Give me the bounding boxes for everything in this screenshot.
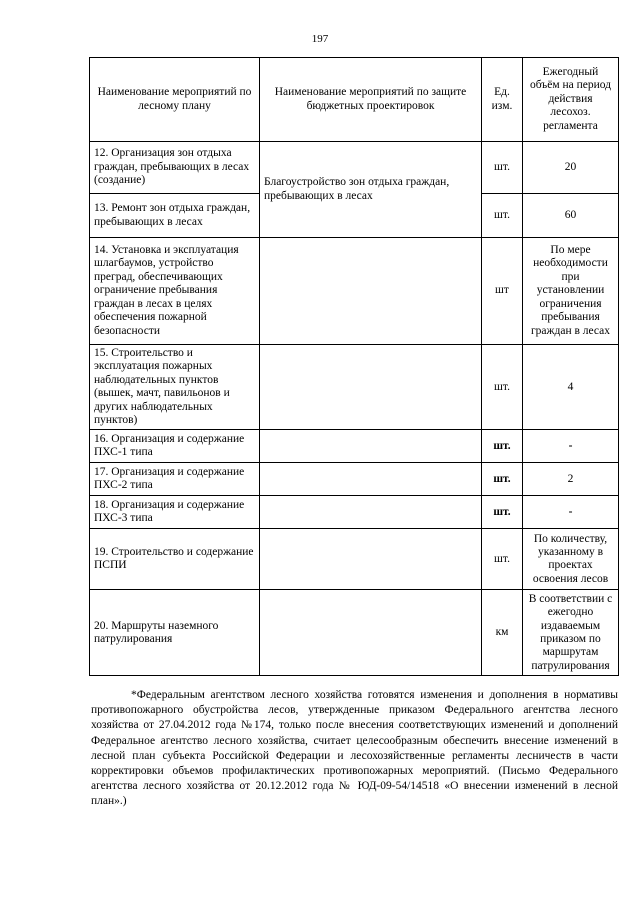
row-name: 16. Организация и содержание ПХС-1 типа [90,430,260,463]
table-row [90,142,619,194]
row-value: 4 [523,345,619,430]
table-row [90,430,619,463]
table-row [90,590,619,676]
row-unit: шт. [482,430,523,463]
empty-cell [260,430,482,463]
row-value: - [523,496,619,529]
empty-cell [260,463,482,496]
row-value: По количеству, указанному в проектах освоения лесов [523,529,619,590]
merged-project-cell: Благоустройство зон отдыха граждан, пребывающих в лесах [260,142,482,238]
row-value: 2 [523,463,619,496]
empty-cell [260,496,482,529]
table-row [90,463,619,496]
empty-cell [260,590,482,676]
header-unit: Ед. изм. [482,58,523,142]
row-unit: шт. [482,496,523,529]
row-value: В соответствии с ежегодно издаваемым приказом по маршрутам патрулирования [523,590,619,676]
row-unit: шт. [482,345,523,430]
header-forest-plan: Наименование мероприятий по лесному плану [90,58,260,142]
row-name: 14. Установка и эксплуатация шлагбаумов, устройство преград, обеспечивающих ограничение пребывания граждан в лесах в целях обеспечения пожарной безопасности [90,238,260,345]
table-row [90,238,619,345]
empty-cell [260,345,482,430]
row-name: 13. Ремонт зон отдыха граждан, пребывающих в лесах [90,194,260,238]
row-unit: шт. [482,463,523,496]
row-unit: шт [482,238,523,345]
header-row [90,58,619,142]
table-row [90,345,619,430]
empty-cell [260,238,482,345]
table-row [90,496,619,529]
row-name: 17. Организация и содержание ПХС-2 типа [90,463,260,496]
footnote-text: *Федеральным агентством лесного хозяйства готовятся изменения и дополнения в нормативы противопожарного обустройства лесов, утвержденные приказом Федерального агентства лесного хозяйства от 27.04.2012 года №174, только после внесения соответствующих изменений и дополнений Федеральное агентство лесного хозяйства, считает целесообразным обеспечить внесение изменений в лесной план субъекта Российской Федерации и лесохозяйственные регламенты лесничеств в части корректировки объемов профилактических противопожарных мероприятий. (Письмо Федерального агентства лесного хозяйства от 20.12.2012 года № ЮД-09-54/14518 «О внесении изменений в лесной план».) [91,689,618,808]
table-row [90,529,619,590]
row-unit: шт. [482,142,523,194]
page-number: 197 [311,33,329,45]
row-value: 20 [523,142,619,194]
row-name: 20. Маршруты наземного патрулирования [90,590,260,676]
row-name: 12. Организация зон отдыха граждан, пребывающих в лесах (создание) [90,142,260,194]
row-unit: шт. [482,194,523,238]
row-value: 60 [523,194,619,238]
row-value: - [523,430,619,463]
header-budget-measures: Наименование мероприятий по защите бюджетных проектировок [260,58,482,142]
row-name: 15. Строительство и эксплуатация пожарных наблюдательных пунктов (вышек, мачт, павильонов и других наблюдательных пунктов) [90,345,260,430]
measures-table [89,57,619,676]
footnote [91,688,618,810]
row-unit: шт. [482,529,523,590]
header-annual-volume: Ежегодный объём на период действия лесохоз. регламента [523,58,619,142]
empty-cell [260,529,482,590]
row-name: 18. Организация и содержание ПХС-3 типа [90,496,260,529]
row-unit: км [482,590,523,676]
row-value: По мере необходимости при установлении ограничения пребывания граждан в лесах [523,238,619,345]
row-name: 19. Строительство и содержание ПСПИ [90,529,260,590]
